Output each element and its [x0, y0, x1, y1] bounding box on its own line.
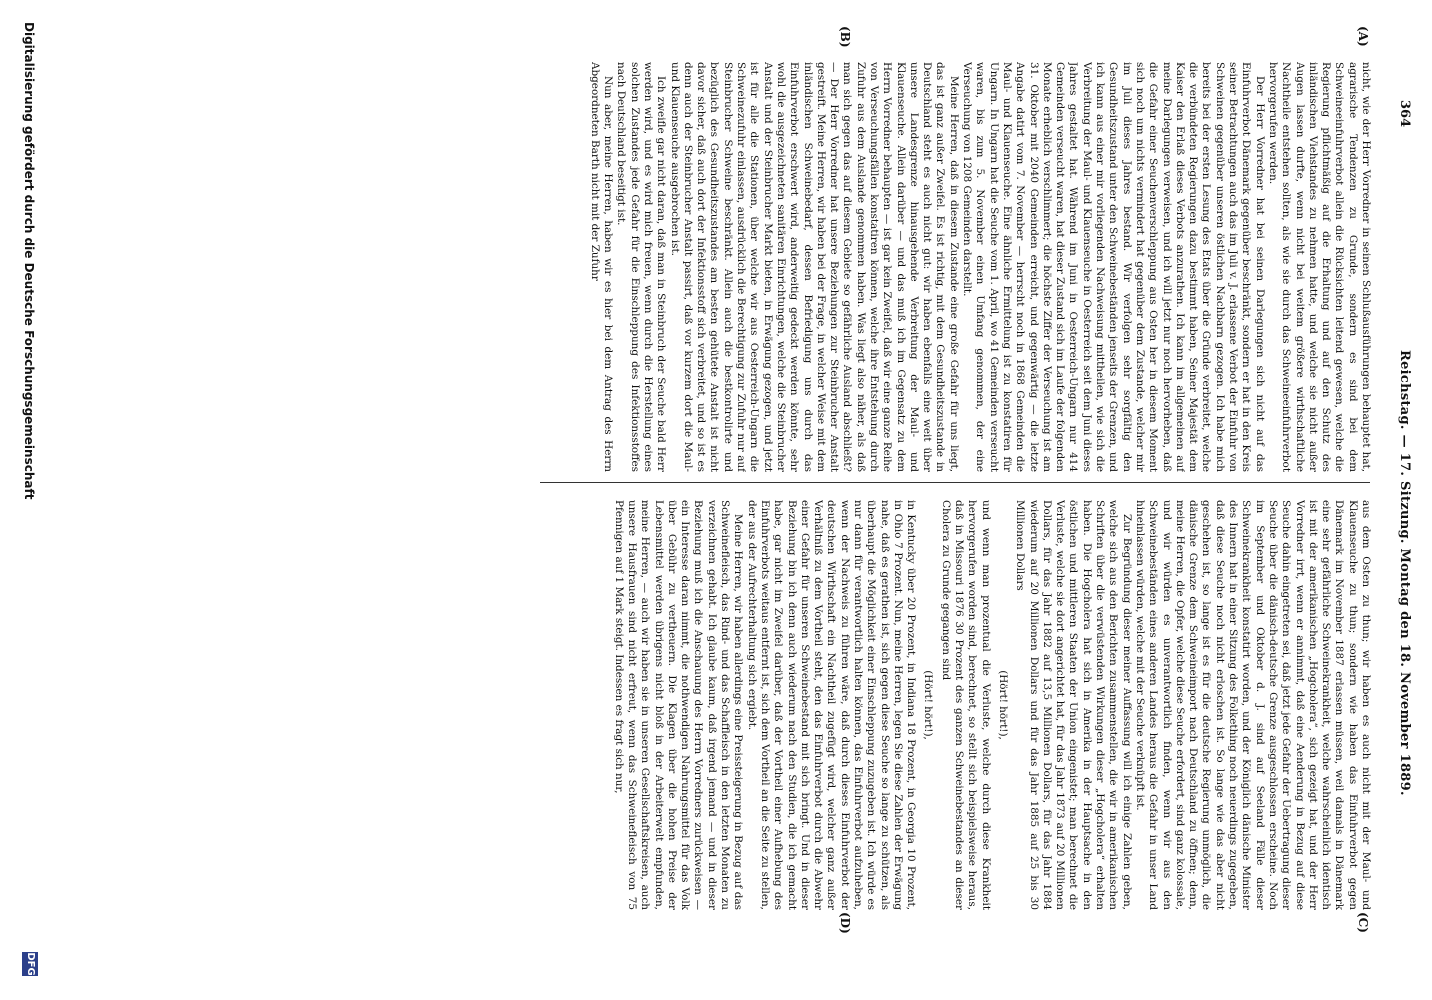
left-column	[542, 62, 1372, 472]
column-divider	[540, 482, 1370, 483]
interjection: (Hört! hört!),	[922, 670, 935, 740]
paragraph: Der Herr Vorredner hat bei seinen Darlegungen sich nicht auf das Einfuhrverbot Dänemark gegenüber beschränkt, sondern er hat in den Kreis seiner Betrachtungen auch das im Juli v. J. erlassene Verbot der Einfuhr von Schweinen gegenüber unseren östlichen Nachbarn gezogen. Ich habe mich bereits bei der ersten Lesung des Etats über die Gründe verbreitet, welche die verbündeten Regierungen dazu bestimmt haben, Seiner Majestät dem Kaiser den Erlaß dieses Verbots anzurathen. Ich kann im allgemeinen auf meine Darlegungen verweisen, und ich will jetzt nur noch hervorheben, daß die Gefahr einer Seuchenverschleppung aus Osten her in diesem Moment sich noch um nichts vermindert hat gegenüber dem Zustande, welcher mir im Juli dieses Jahres bestand. Wir verfolgen sehr sorgfältig den Gesundheitszustand unter den Schweinebeständen jenseits der Grenzen, und ich kann aus einer mir vorliegenden Nachweisung mittheilen, wie sich die Verbreitung der Maul- und Klauenseuche in Oesterreich seit dem Juni dieses Jahres gestaltet hat. Während im Juni in Oesterreich-Ungarn nur 414 Gemeinden verseucht waren, hat dieser Zustand sich im Laufe der folgenden Monate erheblich verschlimmert; die höchste Ziffer der Verseuchung ist am 31. Oktober mit 2040 Gemeinden erreicht, und gegenwärtig — die letzte Angabe datirt vom 7. November — herrscht noch in 1868 Gemeinden die Maul- und Klauenseuche. Eine ähnliche Ermittelung ist zu konstatiren für Ungarn. In Ungarn hat die Seuche vom 1. April, wo 41 Gemeinden verseucht waren, bis zum 5. November einen Umfang genommen, der eine Verseuchung von 1208 Gemeinden darstellt.	[961, 62, 1266, 472]
paragraph: Meine Herren, daß in diesem Zustande eine große Gefahr für uns liegt, das ist ganz außer Zweifel. Es ist richtig, mit dem Gesundheitszustande in Deutschland steht es auch nicht gut: wir haben ebenfalls eine weit über unsere Landesgrenze hinausgehende Verbreitung der Maul- und Klauenseuche. Allein darüber — und das muß ich im Gegensatz zu dem Herrn Vorredner behaupten — ist gar kein Zweifel, daß wir eine ganze Reihe von Verseuchungsfällen konstatiren können, welche ihre Entstehung durch Zufuhr aus dem Auslande genommen haben. Was liegt also näher, als daß man sich gegen das auf diesem Gebiete so gefährliche Ausland abschließt? — Der Herr Vorredner hat unsere Beziehungen zur Steinbrucher Anstalt gestreift. Meine Herren, wir haben bei der Frage, in welcher Weise mit dem inländischen Schweinebedarf, dessen Befriedigung uns durch das Einfuhrverbot erschwert wird, anderweitig gedeckt werden könnte, sehr wohl die ausgezeichneten sanitären Einrichtungen, welche die Steinbrucher Anstalt und der Steinbrucher Markt bieten, in Erwägung gezogen, und jetzt ist für alle die Stationen, über welche wir aus Oesterreich-Ungarn die Schweinezufuhr einlassen, ausdrücklich die Berechtigung zur Zufuhr nur auf Steinbrucher Schweine beschränkt. Allein auch die bestkontrolirte und bezüglich des Gesundheitszustandes am besten gehütete Anstalt ist nicht davor sicher, daß auch dort der Infektionsstoff sich verbreitet, und so ist es denn auch der Steinbrucher Anstalt passirt, daß vor kurzem dort die Maul- und Klauenseuche ausgebrochen ist.	[668, 62, 960, 472]
interjection: (Hört! hört!),	[996, 670, 1009, 740]
margin-mark-a: (A)	[1356, 26, 1370, 47]
dfg-logo: DFG	[22, 952, 38, 976]
page-number: 364	[1397, 100, 1412, 128]
page-header	[1388, 100, 1418, 880]
margin-mark-b: (B)	[838, 26, 852, 48]
paragraph: Ich zweifle gar nicht daran, daß man in Steinbruch der Seuche bald Herr werden wird, und es wird mich freuen, wenn durch die Herstellung eines solchen Zustandes jede Gefahr für die Einschleppung des Infektionsstoffes nach Deutschland beseitigt ist.	[615, 62, 668, 472]
paragraph: nicht, wie der Herr Vorredner in seinen Schlußausführungen behauptet hat, agrarische Tendenzen zu Grunde, sondern es sind bei dem Schweineeinfuhrverbot allein die Rücksichten leitend gewesen, welche die Regierung pflichtmäßig auf die Erhaltung und auf den Schutz des inländischen Viehstandes zu nehmen hatte, und welche sie nicht außer Augen lassen durfte, wenn nicht bei weitem größere wirthschaftliche Nachtheile entstehen sollten, als wie sie durch das Schweineeinfuhrverbot hervorgerufen werden.	[1266, 62, 1372, 472]
margin-mark-d: (D)	[838, 912, 852, 934]
paragraph: und wenn man prozentual die Verluste, welche durch diese Krankheit hervorgerufen worden sind, berechnet, so stellt sich beispielsweise heraus, daß in Missouri 1876 30 Prozent des ganzen Schweinebestandes an dieser Cholera zu Grunde gegangen sind	[939, 500, 992, 910]
footer-text: Digitalisierung gefördert durch die Deutsche Forschungsgemeinschaft	[22, 22, 36, 500]
page-title: Reichstag. — 17. Sitzung. Montag den 18. November 1889.	[1397, 350, 1412, 796]
paragraph: aus dem Osten zu thun; wir haben es auch nicht mit der Maul- und Klauenseuche zu thun; sondern wie haben das Einfuhrverbot gegen Dänemark im November 1887 erlassen müssen, weil damals in Dänemark eine sehr gefährliche Schweinekrankheit, welche wahrscheinlich identisch ist mit der amerikanischen „Hogcholera“, sich gezeigt hat, und der Herr Vorredner irrt, wenn er annimmt, daß eine Aenderung in Bezug auf diese Seuche dahin eingetreten sei, daß jetzt jede Gefahr der Uebertragung dieser Seuche über die dänisch-deutsche Grenze ausgeschlossen erscheine. Noch im September und Oktober d. J. sind auf Seeland Fälle dieser Schweinekrankheit konstatirt worden, und der Königlich dänische Minister des Innern hat in einer Sitzung des Folkething noch neuerdings zugegeben, daß diese Seuche noch nicht erloschen ist. So lange wie das aber nicht geschehen ist, so lange ist es für die deutsche Regierung unmöglich, die dänische Grenze dem Schweineimport nach Deutschland zu öffnen; denn, meine Herren, die Opfer, welche diese Seuche erfordert, sind ganz kolossale, und wir würden es unverantwortlich finden, wenn wir aus den Schweinebeständen eines anderen Landes heraus die Gefahr in unser Land hineinlassen würden, welche mit der Seuche verknüpft ist.	[1133, 500, 1372, 910]
paragraph: Meine Herren, wir haben allerdings eine Preissteigerung in Bezug auf das Schweinefleisch, das Rind- und das Schaffleisch in den letzten Monaten zu verzeichnen gehabt. Ich glaube kaum, daß irgend jemand — und in dieser Beziehung muß ich die Anschauung des Herrn Vorredners zurückweisen — ein Interesse daran nimmt, die nothwendigen Nahrungsmittel für das Volk über Gebühr zu vertheuern. Die Klagen über die hohen Preise der Lebensmittel werden übrigens nicht bloß in der Arbeiterwelt empfunden, meine Herren, — auch wir haben sie in unseren Gesellschaftskreisen, auch unsere Hausfrauen sind nicht erfreut, wenn das Schweinefleisch von 75 Pfennigen auf 1 Mark steigt. Indessen es fragt sich nur,	[612, 500, 745, 910]
paragraph: Nun aber, meine Herren, haben wir es hier bei dem Antrag des Herrn Abgeordneten Barth nicht mit der Zufuhr	[588, 62, 615, 472]
margin-mark-c: (C)	[1356, 912, 1370, 933]
paragraph: in Kentucky über 20 Prozent, in Indiana 18 Prozent, in Georgia 10 Prozent, in Ohio 7 Prozent. Nun, meine Herren, legen Sie diese Zahlen der Erwägung nahe, daß es gerathen ist, sich gegen diese Seuche so lange zu schützen, als überhaupt die Möglichkeit einer Einschleppung zuzugeben ist. Ich würde es nur dann für verantwortlich halten können, das Einfuhrverbot aufzuheben, wenn der Nachweis zu führen wäre, daß durch dieses Einfuhrverbot der deutschen Wirthschaft ein Nachtheil zugefügt wird, welcher ganz außer Verhältniß zu dem Vortheil steht, den das Einfuhrverbot durch die Abwehr einer Gefahr für unseren Schweinebestand mit sich bringt. Und in dieser Beziehung bin ich denn auch wiederum nach den Studien, die ich gemacht habe, gar nicht im Zweifel darüber, daß der Vortheil einer Aufhebung des Einfuhrverbots weitaus entfernt ist, sich dem Vortheil an die Seite zu stellen, der aus der Aufrechterhaltung sich ergiebt.	[745, 500, 918, 910]
paragraph: Zur Begründung dieser meiner Auffassung will ich einige Zahlen geben, welche sich aus den Berichten zusammenstellen, die wir in amerikanischen Schriften über die verwüstenden Wirkungen dieser „Hogcholera“ erhalten haben. Die Hogcholera hat sich in Amerika in der Hauptsache in den östlichen und mittleren Staaten der Union eingenistet; man berechnet die Verluste, welche sie dort angerichtet hat, für das Jahr 1873 auf 20 Millionen Dollars, für das Jahr 1882 auf 13,5 Millionen Dollars, für das Jahr 1884 wiederum auf 20 Millionen Dollars und für das Jahr 1885 auf 25 bis 30 Millionen Dollars	[1014, 500, 1133, 910]
right-column	[542, 500, 1372, 910]
digitization-footer	[16, 0, 40, 1000]
